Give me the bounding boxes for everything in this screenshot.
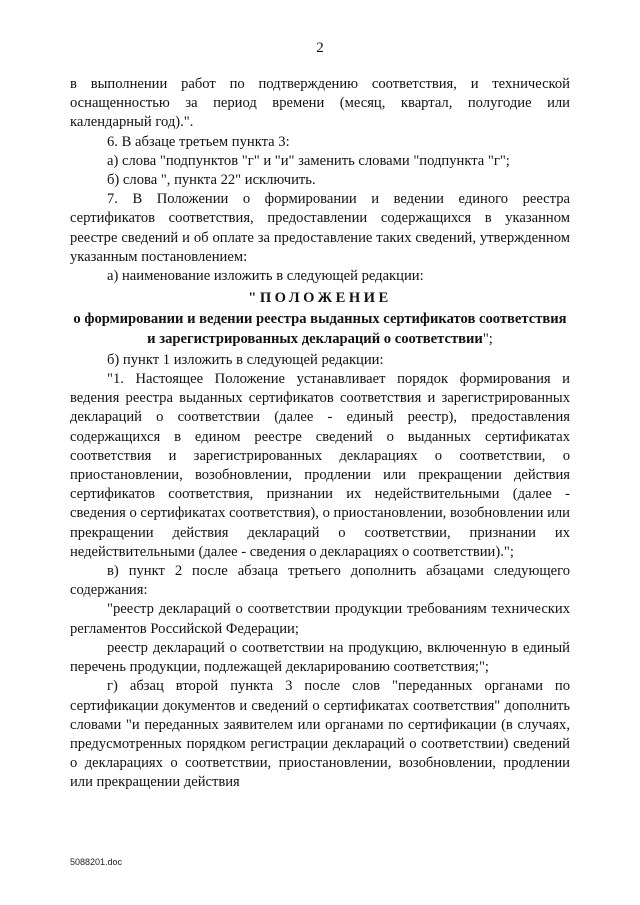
paragraph-continuation: в выполнении работ по подтверждению соответствия, и технической оснащенностью за период времени (месяц, квартал, полугодие или календарный год).". [70, 76, 570, 131]
paragraph-item-7v: в) пункт 2 после абзаца третьего дополнить абзацами следующего содержания: [70, 563, 570, 599]
paragraph-point-1: "1. Настоящее Положение устанавливает порядок формирования и ведения реестра выданных сертификатов соответствия и зарегистрированных деклараций о соответствии (далее - единый реестр), предоставления содержащихся в едином реестре сведений о выданных сертификатах соответствия и зарегистрированных декларациях о соответствии, о приостановлении, возобновлении, продлении или прекращении действия сертификатов соответствия, признании их недействительными (далее - сведения о сертификатах соответствия), о приостановлении, возобновлении или прекращении действия деклараций о соответствии, признании их недействительными (далее - сведения о декларациях о соответствии)."; [70, 371, 570, 560]
paragraph-registry-1: "реестр деклараций о соответствии продукции требованиям технических регламентов Российской Федерации; [70, 601, 570, 637]
paragraph-item-6b: б) слова ", пункта 22" исключить. [107, 172, 316, 189]
paragraph-item-7b: б) пункт 1 изложить в следующей редакции: [107, 351, 384, 368]
subheading-title: о формировании и ведении реестра выданных сертификатов соответствия и зарегистрированных деклараций о соответствии [73, 311, 567, 347]
subheading-tail: "; [482, 330, 493, 347]
document-body [70, 75, 570, 793]
paragraph-item-6a: а) слова "подпунктов "г" и "и" заменить словами "подпункта "г"; [107, 152, 510, 169]
paragraph-item-7a: а) наименование изложить в следующей редакции: [107, 268, 424, 285]
paragraph-item-7: 7. В Положении о формировании и ведении единого реестра сертификатов соответствия, предоставлении содержащихся в указанном реестре сведений и об оплате за предоставление таких сведений, утвержденном указанным постановлением: [70, 191, 570, 265]
page-number: 2 [316, 40, 324, 56]
paragraph-item-7g: г) абзац второй пункта 3 после слов "переданных органами по сертификации документов и сведений о сертификатах соответствия" дополнить словами "и переданных заявителем или органами по сертификации (в случаях, предусмотренных порядком регистрации деклараций о соответствии) сведений о декларациях о соответствии, приостановлении, возобновлении, продлении или прекращении действия [70, 678, 570, 791]
paragraph-registry-2: реестр деклараций о соответствии на продукцию, включенную в единый перечень продукции, подлежащей декларированию соответствия;"; [70, 639, 570, 676]
section-heading: "ПОЛОЖЕНИЕ [248, 290, 392, 307]
paragraph-item-6: 6. В абзаце третьем пункта 3: [107, 133, 290, 150]
file-name-footer: 5088201.doc [70, 857, 123, 867]
section-subheading [70, 310, 570, 348]
